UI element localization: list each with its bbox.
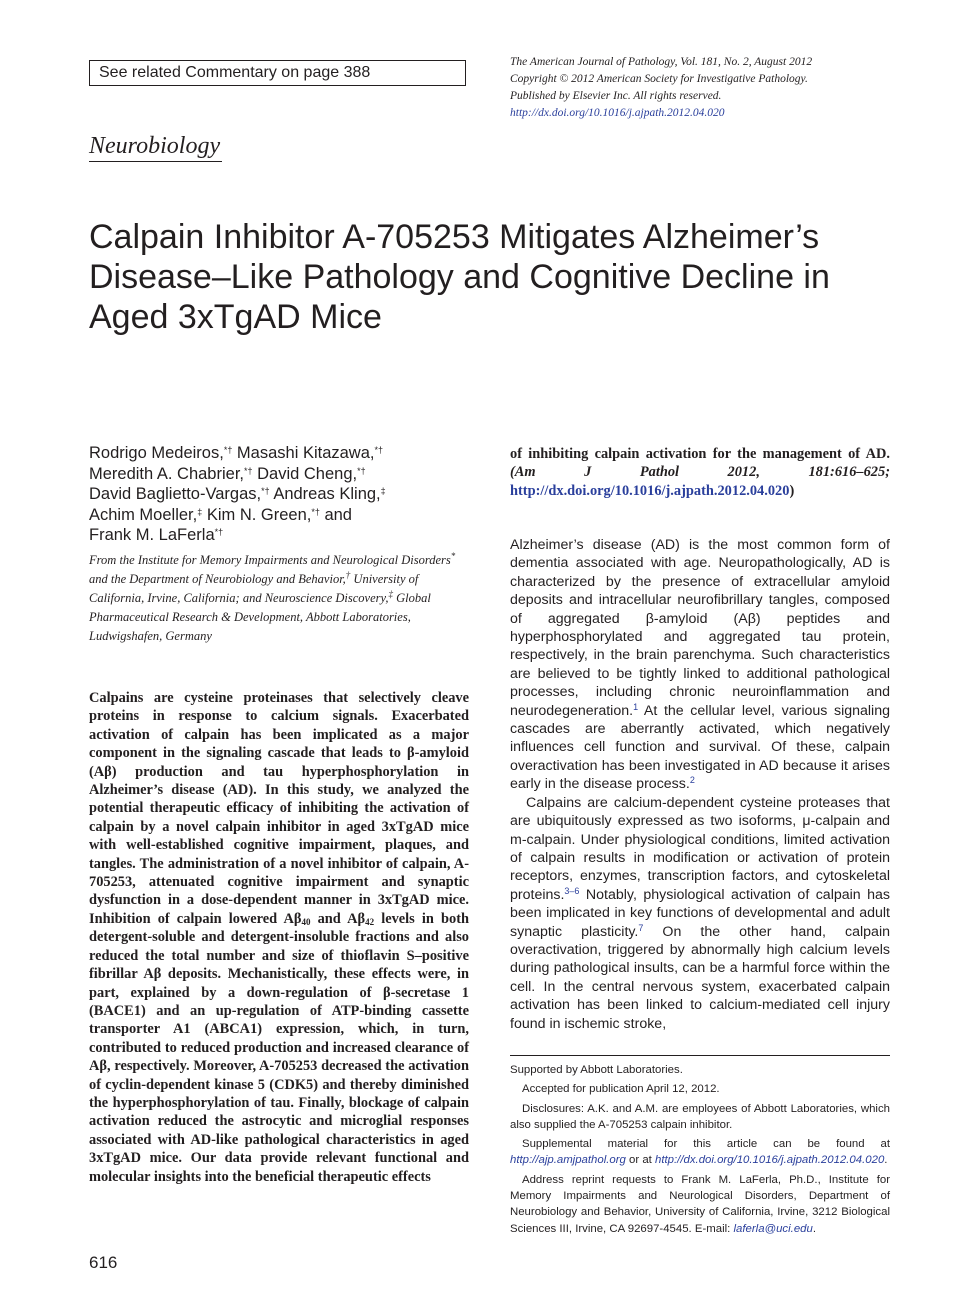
author-name: Meredith A. Chabrier, (89, 464, 244, 483)
acceptance-note: Accepted for publication April 12, 2012. (522, 1083, 720, 1096)
abstract-continuation (510, 445, 890, 500)
author-affiliation-mark: ‡ (197, 506, 203, 517)
disclosures-note: Disclosures: A.K. and A.M. are employees of Abbott Laboratories, which also supplied the A-705253 calpain inhibitor. (510, 1102, 890, 1131)
author-affiliation-mark: *† (311, 506, 320, 517)
author-affiliation-mark: *† (214, 527, 224, 537)
email-link[interactable]: laferla@uci.edu (733, 1222, 813, 1235)
paragraph-text: Calpains are calcium-dependent cysteine proteases that are ubiquitously expressed as two isoforms, μ-calpain and m-calpain. Under physiological conditions, limited activation of calpain results in modification or activation of protein receptors, enzymes, transcription factors, and cytoskeletal proteins. (510, 794, 890, 903)
copyright-line: Copyright © 2012 American Society for Investigative Pathology. (510, 73, 808, 85)
author-affiliation-mark: *† (223, 445, 233, 455)
supplemental-note (510, 1136, 890, 1169)
abstract-text: Calpains are cysteine proteinases that selectively cleave proteins in response to calcium signals. Exacerbated activation of calpain has been implicated as a major component in the signaling cascade that leads to β-amyloid (Aβ) production and tau hyperphosphorylation in Alzheimer’s disease (AD). In this study, we analyzed the potential therapeutic efficacy of inhibiting the activation of calpain by a novel calpain inhibitor in aged 3xTgAD mice with well-established cognitive impairment, plaques, and tangles. The administration of a novel inhibitor of calpain, A-705253, attenuated cognitive impairment and synaptic dysfunction in a dose-dependent manner in 3xTgAD mice. Inhibition of calpain lowered Aβ (89, 690, 469, 927)
author-name: Achim Moeller, (89, 505, 198, 524)
author-name: David Cheng, (257, 464, 358, 483)
reference-link[interactable]: 1 (633, 701, 639, 712)
abstract-subscript: 40 (301, 916, 311, 927)
related-commentary-label: See related Commentary on page 388 (99, 64, 371, 81)
author-affiliation-mark: *† (357, 465, 366, 476)
author-name: Kim N. Green, (206, 505, 312, 524)
abstract-doi-link[interactable]: http://dx.doi.org/10.1016/j.ajpath.2012.04.020 (510, 482, 790, 499)
author-list (89, 443, 479, 546)
note-text: Supplemental material for this article can be found at (522, 1138, 890, 1151)
affiliation-text: From the Institute for Memory Impairments and Neurological Disorders (89, 553, 451, 567)
affiliation-mark: † (345, 570, 351, 580)
page-number: 616 (89, 1253, 118, 1272)
note-text: or at (625, 1154, 656, 1167)
section-label: Neurobiology (89, 131, 222, 162)
body-paragraph (510, 794, 890, 1033)
body-text (510, 536, 890, 1033)
author-affiliation-mark: *† (244, 465, 253, 476)
abstract-text: and Aβ (310, 910, 366, 927)
author-name: Frank M. LaFerla (89, 526, 215, 544)
affiliation-text: and the Department of Neurobiology and Behavior, (89, 572, 346, 586)
author-name: David Baglietto-Vargas, (89, 485, 262, 503)
author-conjunction: and (324, 505, 352, 524)
footnotes (510, 1062, 890, 1240)
supplemental-doi-link[interactable]: http://dx.doi.org/10.1016/j.ajpath.2012.04.020 (655, 1154, 885, 1167)
abstract (89, 689, 469, 1186)
abstract-text: levels in both detergent-soluble and detergent-insoluble fractions and also reduced the total number and size of thioflavin S–positive fibrillar Aβ deposits. Mechanistically, these effects were, in part, explained by a down-regulation of β-secretase 1 (BACE1) and an up-regulation of ATP-binding cassette transporter A1 (ABCA1) expression, which, in turn, contributed to reduced production and increased clearance of Aβ, respectively. Moreover, A-705253 decreased the activation of cyclin-dependent kinase 5 (CDK5) and thereby diminished the hyperphosphorylation of tau. Finally, blockage of calpain activation reduced the astrocytic and microglial responses associated with AD-like pathological characteristics in aged 3xTgAD mice. Our data provide relevant functional and molecular insights into the beneficial therapeutic effects (89, 910, 469, 1185)
abstract-citation-close: ) (789, 482, 795, 499)
title-line: Disease–Like Pathology and Cognitive Decline in (89, 258, 830, 296)
author-name: Masashi Kitazawa, (236, 444, 375, 462)
reference-link[interactable]: 7 (638, 922, 644, 933)
affiliation-mark: * (450, 551, 456, 561)
affiliation-text: Global Pharmaceutical Research & Development, Abbott Laboratories, Ludwigshafen, Germany (89, 591, 431, 643)
note-text: . (812, 1222, 816, 1235)
reference-link[interactable]: 3–6 (564, 885, 580, 896)
supplemental-link[interactable]: http://ajp.amjpathol.org (510, 1154, 626, 1167)
title-line: Aged 3xTgAD Mice (89, 298, 382, 336)
paragraph-text: At the cellular level, various signaling cascades are aberrantly activated, which negatively influences cell function and survival. Of these, calpain overactivation has been investigated in AD because it arises early in the disease process. (510, 702, 890, 793)
affiliation-text: University of California, Irvine, California; and Neuroscience Discovery, (89, 572, 419, 605)
abstract-subscript: 42 (365, 916, 375, 927)
reprint-note (510, 1172, 890, 1237)
author-affiliation-mark: *† (374, 445, 383, 455)
article-doi-link[interactable]: http://dx.doi.org/10.1016/j.ajpath.2012.04.020 (510, 107, 725, 119)
affiliation-mark: ‡ (388, 589, 393, 599)
title-line: Calpain Inhibitor A-705253 Mitigates Alzheimer’s (89, 218, 820, 256)
note-text: . (884, 1154, 888, 1167)
article-title (89, 217, 889, 337)
paragraph-text: Notably, physiological activation of calpain has been implicated in key functions of developmental and adult synaptic plasticity. (510, 886, 890, 940)
funding-note: Supported by Abbott Laboratories. (510, 1064, 683, 1076)
related-commentary-box[interactable] (89, 60, 466, 86)
journal-info (510, 54, 890, 122)
author-name: Rodrigo Medeiros, (89, 444, 224, 462)
note-text: Address reprint requests to Frank M. LaFerla, Ph.D., Institute for Memory Impairments and Neurological Disorders, Department of Neurobiology and Behavior, University of California, Irvine, 3212 Biological Sciences III, Irvine, CA 92697-4545. E-mail: (510, 1173, 890, 1235)
author-affiliation-mark: *† (261, 486, 270, 496)
author-affiliation-mark: ‡ (380, 486, 386, 496)
reference-link[interactable]: 2 (689, 775, 695, 786)
author-name: Andreas Kling, (273, 485, 381, 503)
affiliations (89, 551, 469, 646)
paragraph-text: Alzheimer’s disease (AD) is the most common form of dementia associated with age. Neuropathologically, AD is characterized by the presence of extracellular amyloid deposits and intracellular neurofibrillary tangles, composed of aggregated β-amyloid (Aβ) peptides and hyperphosphorylated and aggregated tau protein, respectively, in the brain parenchyma. Such characteristics are believed to be tightly linked to additional pathological processes, including chronic neuroinflammation and neurodegeneration. (510, 537, 890, 719)
paragraph-text: On the other hand, calpain overactivation, triggered by abnormally high calcium levels during pathological insults, can be a harmful force within the cell. In the central nervous system, exacerbated calpain activation has been linked to calcium-mediated cell injury found in ischemic stroke, (510, 923, 890, 1032)
body-paragraph (510, 536, 890, 794)
abstract-text: of inhibiting calpain activation for the management of AD. (510, 446, 890, 462)
journal-citation: The American Journal of Pathology, Vol. 181, No. 2, August 2012 (510, 56, 813, 68)
footnote-divider (510, 1055, 890, 1056)
publisher-line: Published by Elsevier Inc. All rights reserved. (510, 90, 722, 102)
abstract-citation: (Am J Pathol 2012, 181:616–625; (510, 464, 890, 481)
